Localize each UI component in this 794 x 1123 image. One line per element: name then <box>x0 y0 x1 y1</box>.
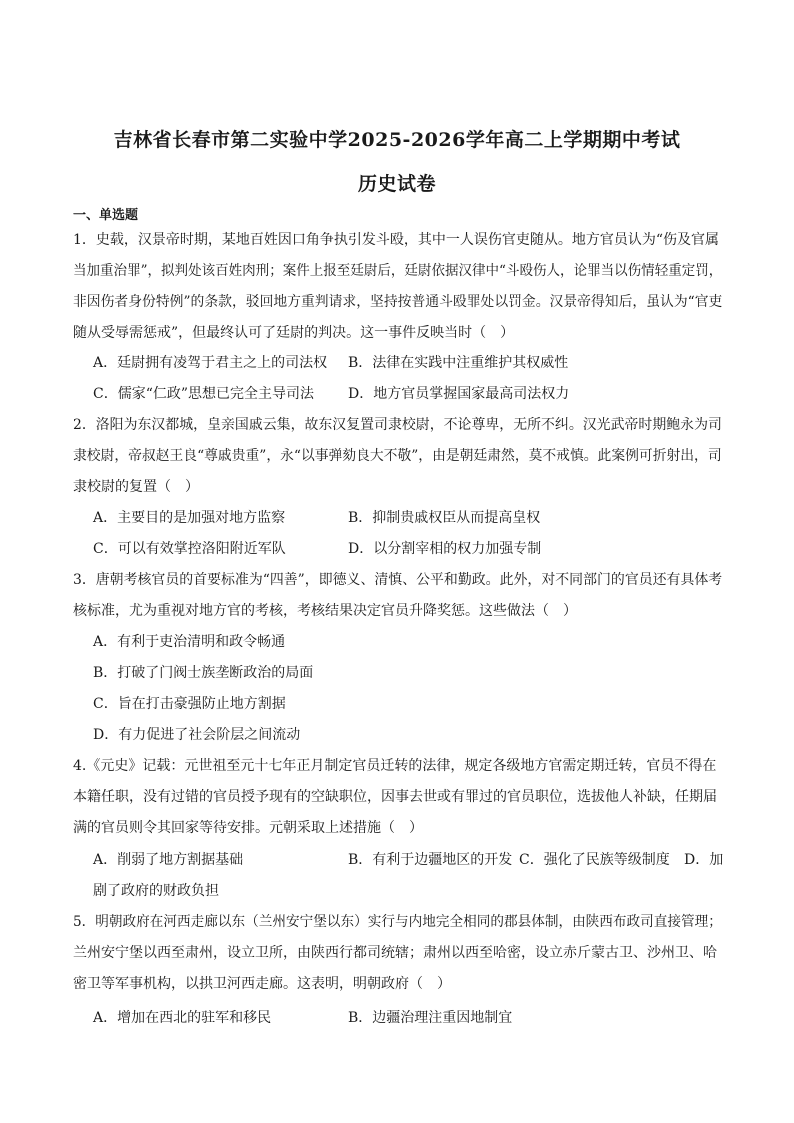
option-d[interactable]: D．加 <box>684 852 724 868</box>
question-stem-line: 1．史载，汉景帝时期，某地百姓因口角争执引发斗殴，其中一人误伤官吏随从。地方官员认为“伤及官属 <box>73 232 720 248</box>
exam-title: 吉林省长春市第二实验中学2025-2026学年高二上学期期中考试 <box>113 129 681 151</box>
option-b[interactable]: B．抑制贵戚权臣从而提高皇权 <box>348 510 541 526</box>
option-d[interactable]: D．有力促进了社会阶层之间流动 <box>93 727 301 743</box>
question-stem-line: 4.《元史》记载：元世祖至元十七年正月制定官员迁转的法律，规定各级地方官需定期迁转，官员不得在 <box>73 758 717 774</box>
option-a[interactable]: A．主要目的是加强对地方监察 <box>93 510 286 526</box>
section-heading: 一、单选题 <box>73 208 139 223</box>
question-stem-line: 核标准，尤为重视对地方官的考核，考核结果决定官员升降奖惩。这些做法（ ） <box>73 603 577 619</box>
exam-subtitle: 历史试卷 <box>357 173 436 195</box>
question-stem-line: 3．唐朝考核官员的首要标准为“四善”，即德义、清慎、公平和勤政。此外，对不同部门的官员还有具体考 <box>73 572 723 588</box>
question-stem-line: 满的官员则令其回家等待安排。元朝采取上述措施（ ） <box>73 820 423 836</box>
option-c[interactable]: C．可以有效掌控洛阳附近军队 <box>93 541 286 557</box>
option-c[interactable]: C．儒家“仁政”思想已完全主导司法 <box>93 386 315 402</box>
option-b[interactable]: B．边疆治理注重因地制宜 <box>348 1010 513 1026</box>
question-stem-line: 随从受辱需惩戒”，但最终认可了廷尉的判决。这一事件反映当时（ ） <box>73 325 515 341</box>
question-stem-line: 2．洛阳为东汉都城，皇亲国戚云集，故东汉复置司隶校尉，不论尊卑，无所不纠。汉光武帝时期鲍永为司 <box>73 417 722 433</box>
option-d-continued: 剧了政府的财政负担 <box>93 883 219 899</box>
question-stem-line: 本籍任职，没有过错的官员授予现有的空缺职位，因事去世或有罪过的官员职位，选拔他人补缺，任期届 <box>73 789 717 805</box>
question-stem-line: 非因伤者身份特例”的条款，驳回地方重判请求，坚持按普通斗殴罪处以罚金。汉景帝得知后，虽认为“官吏 <box>73 294 723 310</box>
option-b[interactable]: B．有利于边疆地区的开发 <box>348 852 513 868</box>
question-stem-line: 密卫等军事机构，以拱卫河西走廊。这表明，明朝政府（ ） <box>73 976 451 992</box>
option-d[interactable]: D．地方官员掌握国家最高司法权力 <box>348 386 570 402</box>
question-stem-line: 隶校尉，帝叔赵王良“尊戚贵重”，永“以事弹劾良大不敬”，由是朝廷肃然，莫不戒慎。此案例可折射出，司 <box>73 448 722 464</box>
question-stem-line: 当加重治罪”，拟判处该百姓肉刑；案件上报至廷尉后，廷尉依据汉律中“斗殴伤人，论罪当以伤情轻重定罚， <box>73 263 723 279</box>
option-d[interactable]: D．以分割宰相的权力加强专制 <box>348 541 542 557</box>
option-c[interactable]: C．旨在打击豪强防止地方割据 <box>93 696 286 712</box>
option-a[interactable]: A．削弱了地方割据基础 <box>93 852 244 868</box>
option-a[interactable]: A．增加在西北的驻军和移民 <box>93 1010 272 1026</box>
question-stem-line: 兰州安宁堡以西至肃州，设立卫所，由陕西行都司统辖；肃州以西至哈密，设立赤斤蒙古卫、沙州卫、哈 <box>73 945 717 961</box>
option-a[interactable]: A．廷尉拥有凌驾于君主之上的司法权 <box>93 355 328 371</box>
option-a[interactable]: A．有利于吏治清明和政令畅通 <box>93 634 286 650</box>
question-stem-line: 5．明朝政府在河西走廊以东（兰州安宁堡以东）实行与内地完全相同的郡县体制，由陕西布政司直接管理； <box>73 914 722 930</box>
option-b[interactable]: B．法律在实践中注重维护其权威性 <box>348 355 569 371</box>
option-b[interactable]: B．打破了门阀士族垄断政治的局面 <box>93 665 314 681</box>
question-stem-line: 隶校尉的复置（ ） <box>73 479 199 495</box>
option-c[interactable]: C．强化了民族等级制度 <box>519 852 670 868</box>
